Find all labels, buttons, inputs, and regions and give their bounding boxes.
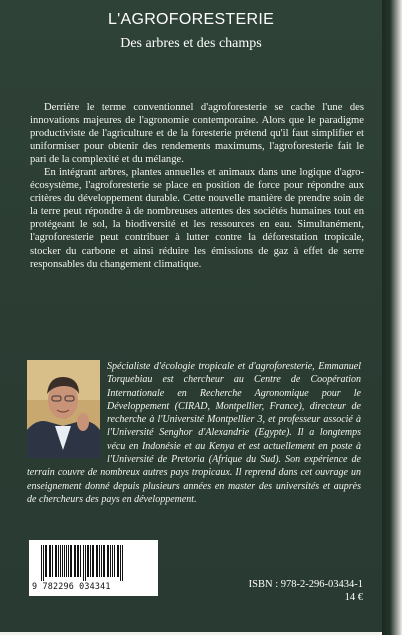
barcode-bar (103, 545, 105, 577)
author-photo (27, 360, 100, 458)
barcode-bar (87, 545, 89, 577)
blurb-paragraph-2: En intégrant arbres, plantes annuelles et animaux dans une logique d'agro-écosystème, l'agroforesterie se place en position de force pour répondre aux critères du développement durable. Cette nouvelle manière de prendre soin de la terre peut répondre à de nombreuses attentes des sociétés humaines tout en protégeant le sol, la biodiversité et les ressources en eau. Simultanément, l'agroforesterie peut contribuer à lutter contre la déforestation tropicale, stocker du carbone et ainsi réduire les émissions de gaz à effet de serre responsables du changement climatique. (30, 167, 364, 270)
barcode-bar (92, 545, 94, 577)
barcode-bar (43, 545, 44, 581)
barcode-bar (41, 545, 42, 581)
barcode-bar (122, 545, 123, 581)
author-bio-text: Spécialiste d'écologie tropicale et d'agroforesterie, Emmanuel Torquebiau est chercheur au Centre de Coopération Internationale en Recherche Agronomique pour le Développement (CIRAD, Montpellier, France), directeur de recherche à l'Université Montpellier 3, et professeur associé à l'Université Senghor d'Alexandrie (Egypte). Il a longtemps vécu en Indonésie et au Kenya et est actuellement en poste à l'Université de Pretoria (Afrique du Sud). Son expérience de terrain couvre de nombreux autres pays tropicaux. Il reprend dans cet ouvrage un enseignement donné depuis plusieurs années en master des universités et auprès de chercheurs des pays en développement. (27, 361, 361, 505)
book-subtitle: Des arbres et des champs (120, 36, 262, 51)
barcode-bar (55, 545, 57, 577)
book-title: L'AGROFORESTERIE (107, 11, 275, 28)
barcode-bar (114, 545, 115, 577)
barcode-bar (74, 545, 76, 577)
barcode-bar (64, 545, 65, 577)
blurb-paragraph-1: Derrière le terme conventionnel d'agroforesterie se cache l'une des innovations majeures de l'agronomie contemporaine. Alors que le paradigme productiviste de l'agriculture et de la foresterie prétend qu'il faut simplifier et uniformiser pour obtenir des rendements maximums, l'agroforesterie fait le pari de la complexité et du mélange. (30, 102, 364, 166)
barcode-bar (66, 545, 67, 577)
barcode-bar (83, 545, 84, 581)
barcode-bar (96, 545, 98, 577)
barcode-bar (49, 545, 51, 577)
isbn: ISBN : 978-2-296-03434-1 (248, 579, 363, 590)
barcode-bar (99, 545, 100, 577)
barcode-bar (120, 545, 121, 581)
barcode-bar (90, 545, 91, 577)
spine-edge (382, 0, 402, 635)
barcode-bar (77, 545, 79, 577)
barcode-bar (62, 545, 63, 577)
barcode-bar (85, 545, 86, 581)
barcode-bar (58, 545, 59, 577)
price: 14 € (344, 592, 363, 603)
barcode (29, 540, 158, 596)
barcode-bar (107, 545, 109, 577)
barcode-bar (68, 545, 69, 577)
barcode-bar (110, 545, 111, 577)
barcode-bar (117, 545, 119, 577)
barcode-bar (112, 545, 113, 577)
barcode-bar (101, 545, 102, 577)
barcode-bars (39, 545, 149, 581)
barcode-digits: 9 782296 034341 (32, 581, 111, 591)
barcode-bar (52, 545, 53, 577)
barcode-bar (60, 545, 61, 577)
barcode-bar (70, 545, 72, 577)
barcode-bar (45, 545, 47, 577)
barcode-bar (80, 545, 81, 577)
